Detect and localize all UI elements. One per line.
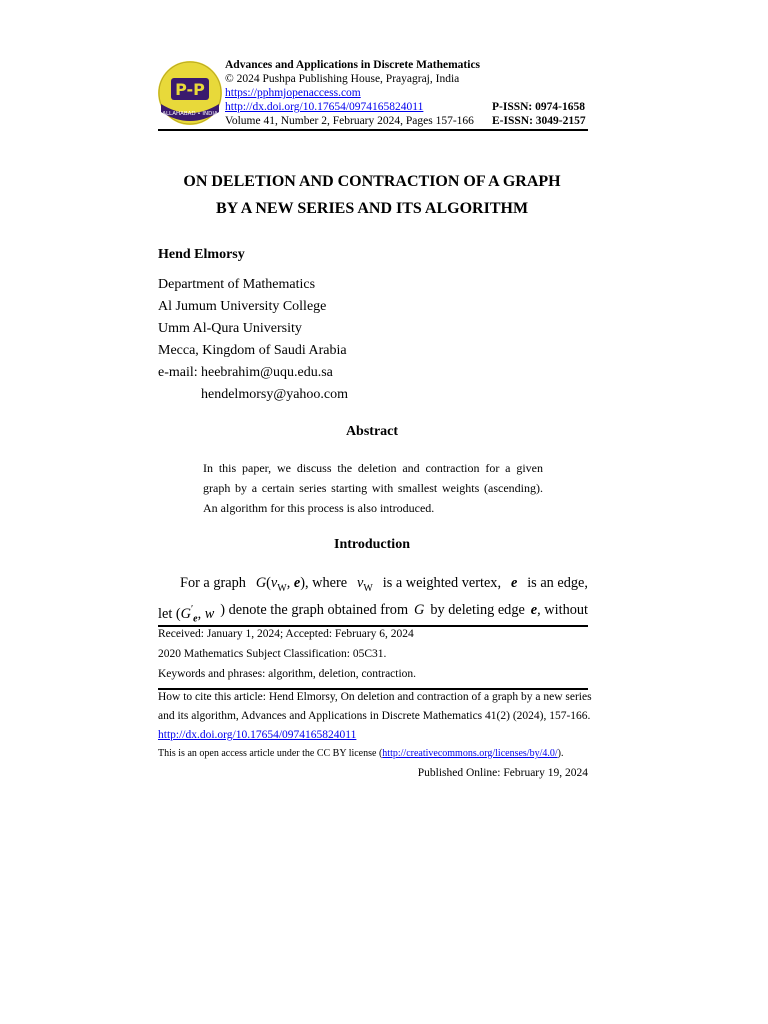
abstract-line: An algorithm for this process is also introduced.	[203, 501, 435, 515]
license-statement: This is an open access article under the CC BY license (http://creativecommons.org/licenses/by/4.0/).	[158, 748, 564, 759]
published-online: Published Online: February 19, 2024	[417, 767, 588, 779]
intro-text: For a graph	[180, 575, 246, 591]
affiliation-line: Umm Al-Qura University	[158, 321, 302, 336]
svg-text:P-P: P-P	[175, 80, 205, 99]
abstract-heading: Abstract	[345, 424, 399, 439]
affiliation-line: Department of Mathematics	[158, 277, 316, 292]
e-issn: E-ISSN: 3049-2157	[492, 115, 586, 127]
affiliation-line: Mecca, Kingdom of Saudi Arabia	[158, 343, 347, 358]
p-issn: P-ISSN: 0974-1658	[492, 101, 585, 113]
email-address: hendelmorsy@yahoo.com	[201, 387, 349, 402]
svg-text:ALLAHABAD • INDIA: ALLAHABAD • INDIA	[162, 111, 218, 117]
journal-logo	[157, 60, 223, 126]
header-doi-link[interactable]: http://dx.doi.org/10.17654/0974165824011	[225, 101, 424, 113]
math-expression: $G(v_W$, e), where	[255, 575, 348, 594]
website-link[interactable]: https://pphmjopenaccess.com	[225, 87, 361, 99]
intro-text: is a weighted vertex,	[382, 575, 502, 591]
citation-doi-link[interactable]: http://dx.doi.org/10.17654/0974165824011	[158, 729, 357, 741]
math-symbol: G	[414, 602, 425, 618]
abstract-line: graph by a certain series starting with smallest weights (ascending).	[203, 481, 543, 495]
header-rule	[158, 129, 588, 131]
citation-line: How to cite this article: Hend Elmorsy, On deletion and contraction of a graph by a new series	[158, 691, 592, 703]
received-dates: Received: January 1, 2024; Accepted: February 6, 2024	[158, 628, 414, 640]
license-link[interactable]: http://creativecommons.org/licenses/by/4.0/	[382, 748, 558, 759]
math-expression: let ($G'_e$, w	[158, 604, 215, 625]
math-symbol: e	[510, 575, 518, 591]
volume-info: Volume 41, Number 2, February 2024, Pages 157-166	[225, 115, 474, 127]
journal-title: Advances and Applications in Discrete Mathematics	[225, 59, 481, 71]
keywords: Keywords and phrases: algorithm, deletion, contraction.	[158, 668, 417, 680]
paper-title-line-1: ON DELETION AND CONTRACTION OF A GRAPH	[183, 173, 561, 190]
citation-line: and its algorithm, Advances and Applications in Discrete Mathematics 41(2) (2024), 157-166.	[158, 710, 591, 722]
publisher-line: © 2024 Pushpa Publishing House, Prayagraj, India	[225, 73, 460, 85]
journal-logo-icon	[157, 60, 223, 126]
paper-title-line-2: BY A NEW SERIES AND ITS ALGORITHM	[215, 200, 529, 217]
intro-text: is an edge,	[527, 575, 588, 591]
email-address: heebrahim@uqu.edu.sa	[201, 365, 333, 380]
author-name: Hend Elmorsy	[158, 247, 245, 262]
math-expression: e, without	[530, 602, 588, 618]
intro-text: ) denote the graph obtained from	[220, 602, 409, 618]
email-label: e-mail:	[158, 365, 198, 380]
abstract-line: In this paper, we discuss the deletion and contraction for a given	[203, 461, 543, 475]
introduction-heading: Introduction	[334, 537, 410, 552]
intro-text: by deleting edge	[430, 602, 525, 618]
affiliation-line: Al Jumum University College	[158, 299, 327, 314]
math-expression: $v_W$	[357, 575, 373, 594]
msc-classification: 2020 Mathematics Subject Classification: 05C31.	[158, 648, 387, 660]
